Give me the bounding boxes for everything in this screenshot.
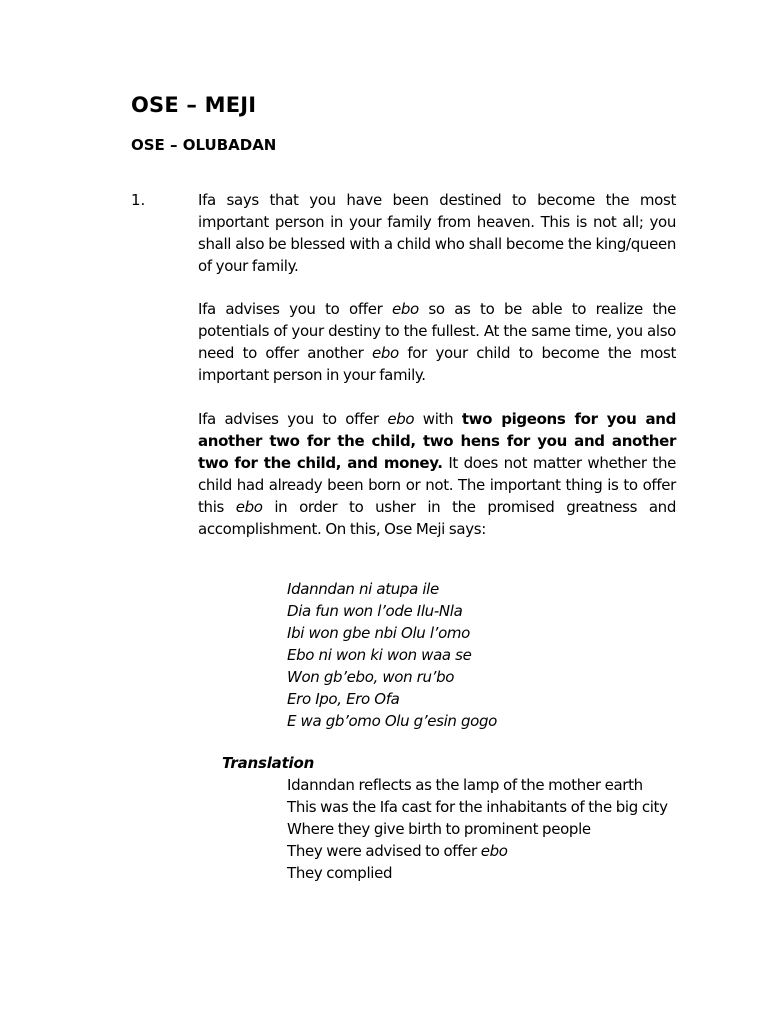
- translation-text: They were advised to offer: [287, 842, 481, 860]
- translation-line: Idanndan reflects as the lamp of the mother earth: [287, 776, 643, 794]
- translation-block: [287, 774, 676, 884]
- translation-heading: Translation: [222, 754, 315, 772]
- paragraph-text: with: [414, 410, 462, 428]
- translation-line: Where they give birth to prominent people: [287, 820, 591, 838]
- ebo-term: ebo: [391, 300, 419, 318]
- ebo-term: ebo: [387, 410, 415, 428]
- verse-line: Won gb’ebo, won ru’bo: [287, 668, 455, 686]
- paragraph-text: Ifa advises you to offer: [198, 410, 388, 428]
- verse-line: Idanndan ni atupa ile: [287, 580, 439, 598]
- paragraph-text: in order to usher in the promised greatness and accomplishment. On this, Ose Meji says:: [198, 498, 676, 538]
- paragraph-ebo-materials: [198, 408, 676, 540]
- page-title: OSE – MEJI: [131, 93, 257, 117]
- translation-line: They complied: [287, 864, 393, 882]
- ifa-verse: [287, 578, 497, 732]
- translation-line: This was the Ifa cast for the inhabitants of the big city: [287, 798, 668, 816]
- paragraph-destiny: Ifa says that you have been destined to become the most important person in your family from heaven. This is not all; you shall also be blessed with a child who shall become the king/queen of your family.: [198, 191, 676, 275]
- ebo-term: ebo: [480, 842, 508, 860]
- paragraph-ebo-advice: [198, 298, 676, 386]
- paragraph-text: It does not matter whether the child had already been born or not. The important thing is to offer this: [198, 454, 676, 516]
- item-number: 1.: [131, 191, 146, 209]
- ebo-term: ebo: [235, 498, 263, 516]
- ebo-term: ebo: [372, 344, 399, 362]
- paragraph-text: for your child to become the most important person in your family.: [198, 344, 676, 384]
- translation-line: [287, 840, 676, 862]
- paragraph-text: Ifa advises you to offer: [198, 300, 392, 318]
- verse-line: Ibi won gbe nbi Olu l’omo: [287, 624, 471, 642]
- ebo-materials-list: two pigeons for you and another two for the child, two hens for you and another two for the child, and money.: [198, 410, 677, 472]
- section-subtitle: OSE – OLUBADAN: [131, 136, 277, 154]
- verse-line: Ebo ni won ki won waa se: [287, 646, 472, 664]
- verse-line: Dia fun won l’ode Ilu-Nla: [287, 602, 463, 620]
- verse-line: Ero Ipo, Ero Ofa: [287, 690, 400, 708]
- verse-line: E wa gb’omo Olu g’esin gogo: [287, 712, 497, 730]
- paragraph-text: so as to be able to realize the potentials of your destiny to the fullest. At the same time, you also need to offer another: [198, 300, 677, 362]
